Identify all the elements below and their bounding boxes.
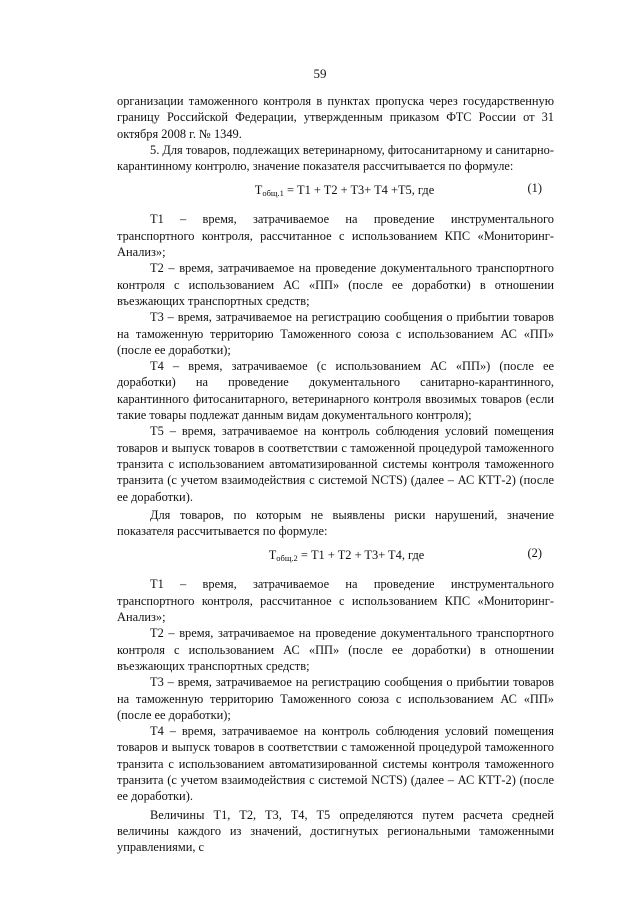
- formula-1-lhs-subscript: общ.1: [262, 188, 284, 199]
- formula-1-number: (1): [527, 181, 542, 196]
- formula-1-expression: [117, 182, 554, 198]
- definition-2-t1: T1 – время, затрачиваемое на проведение инструментального транспортного контроля, рассчитанное с использованием КПС «Мониторинг-Анализ»;: [117, 577, 554, 625]
- no-risk-paragraph: Для товаров, по которым не выявлены риски нарушений, значение показателя рассчитывается по формуле:: [117, 507, 554, 539]
- formula-2-number: (2): [527, 546, 542, 561]
- item-5-paragraph: 5. Для товаров, подлежащих ветеринарному, фитосанитарному и санитарно-карантинному контролю, значение показателя рассчитывается по формуле:: [117, 142, 554, 174]
- intro-paragraph: организации таможенного контроля в пунктах пропуска через государственную границу Российской Федерации, утвержденным приказом ФТС России от 31 октября 2008 г. № 1349.: [117, 94, 554, 141]
- definition-t1: T1 – время, затрачиваемое на проведение инструментального транспортного контроля, рассчитанное с использованием КПС «Мониторинг-Анализ»;: [117, 212, 554, 260]
- formula-2-expression: [117, 547, 554, 563]
- definition-t3: T3 – время, затрачиваемое на регистрацию сообщения о прибытии товаров на таможенную территорию Таможенного союза с использованием АС «ПП» (после ее доработки);: [117, 310, 554, 357]
- formula-1-rhs: = T1 + T2 + T3+ T4 +T5, где: [283, 183, 435, 198]
- definition-t5: T5 – время, затрачиваемое на контроль соблюдения условий помещения товаров и выпуск товаров в соответствии с таможенной процедурой таможенного транзита с использованием автоматизированной системы контроля таможенного транзита (с учетом взаимодействия с системой NCTS) (далее – АС КТТ-2) (после ее доработки).: [117, 424, 554, 504]
- definition-t4: T4 – время, затрачиваемое (с использованием АС «ПП») (после ее доработки) на проведение документального санитарно-карантинного, карантинного фитосанитарного, ветеринарного контроля ввозимых товаров (если такие товары подлежат данным видам документального контроля);: [117, 359, 554, 423]
- definition-t2: T2 – время, затрачиваемое на проведение документального транспортного контроля с использованием АС «ПП» (после ее доработки) в отношении въезжающих транспортных средств;: [117, 261, 554, 308]
- definition-2-t2: T2 – время, затрачиваемое на проведение документального транспортного контроля с использованием АС «ПП» (после ее доработки) в отношении въезжающих транспортных средств;: [117, 626, 554, 673]
- definition-2-t4: T4 – время, затрачиваемое на контроль соблюдения условий помещения товаров и выпуск товаров в соответствии с таможенной процедурой таможенного транзита с использованием автоматизированной системы контроля таможенного транзита (с учетом взаимодействия с системой NCTS) (далее – АС КТТ-2) (после ее доработки).: [117, 724, 554, 804]
- page-number: 59: [313, 66, 327, 81]
- formula-1-lhs: T: [254, 183, 263, 198]
- formula-2-lhs-subscript: общ.2: [276, 553, 298, 564]
- formula-2-lhs: T: [268, 548, 277, 563]
- formula-2-rhs: = T1 + T2 + T3+ T4, где: [297, 548, 425, 563]
- final-paragraph: Величины T1, T2, T3, T4, T5 определяются путем расчета средней величины каждого из значений, достигнутых региональными таможенными управлениями, с: [117, 807, 554, 855]
- definition-2-t3: T3 – время, затрачиваемое на регистрацию сообщения о прибытии товаров на таможенную территорию Таможенного союза с использованием АС «ПП» (после ее доработки);: [117, 675, 554, 722]
- formula-2: [117, 547, 554, 563]
- page-body: [117, 93, 554, 855]
- formula-1: [117, 182, 554, 198]
